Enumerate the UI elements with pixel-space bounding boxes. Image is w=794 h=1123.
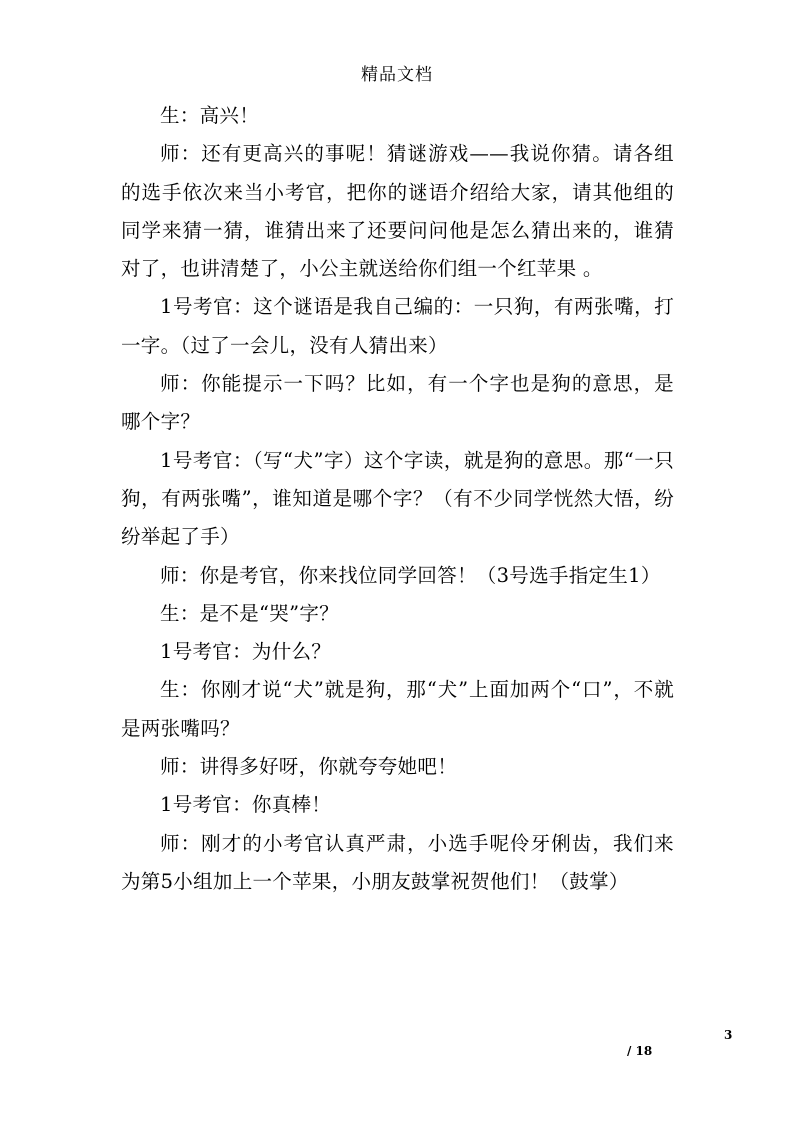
paragraph: 生：高兴！ <box>160 104 260 127</box>
paragraph: 1号考官：（写“犬”字）这个字读，就是狗的意思。那“一只狗，有两张嘴”，谁知道是哪个字？（有不少同学恍然大悟，纷纷举起了手） <box>121 448 674 549</box>
paragraph: 生：你刚才说“犬”就是狗，那“犬”上面加两个“口”，不就是两张嘴吗？ <box>121 678 674 740</box>
paragraph: 1号考官：这个谜语是我自己编的：一只狗，有两张嘴，打一字。（过了一会儿，没有人猜出来） <box>121 295 674 357</box>
document-body <box>121 97 674 901</box>
page-number: 3 <box>724 1028 733 1042</box>
paragraph: 师：你是考官，你来找位同学回答！（3号选手指定生1） <box>160 563 661 587</box>
paragraph: 1号考官：你真棒！ <box>160 793 332 817</box>
paragraph: 师：刚才的小考官认真严肃，小选手呢伶牙俐齿，我们来为第5小组加上一个苹果，小朋友鼓掌祝贺他们！（鼓掌） <box>121 831 674 893</box>
paragraph: 师：你能提示一下吗？比如，有一个字也是狗的意思，是哪个字？ <box>121 372 674 434</box>
paragraph: 师：讲得多好呀，你就夸夸她吧！ <box>160 755 458 779</box>
paragraph: 1号考官：为什么？ <box>160 640 332 664</box>
page-total: / 18 <box>627 1044 653 1058</box>
paragraph: 师：还有更高兴的事呢！猜谜游戏——我说你猜。请各组的选手依次来当小考官，把你的谜语介绍给大家，请其他组的同学来猜一猜，谁猜出来了还要问问他是怎么猜出来的，谁猜对了，也讲清楚了，小公主就送给你们组一个红苹果 。 <box>121 142 674 281</box>
page-header-title: 精品文档 <box>361 65 433 85</box>
paragraph: 生：是不是“哭”字？ <box>160 601 339 625</box>
